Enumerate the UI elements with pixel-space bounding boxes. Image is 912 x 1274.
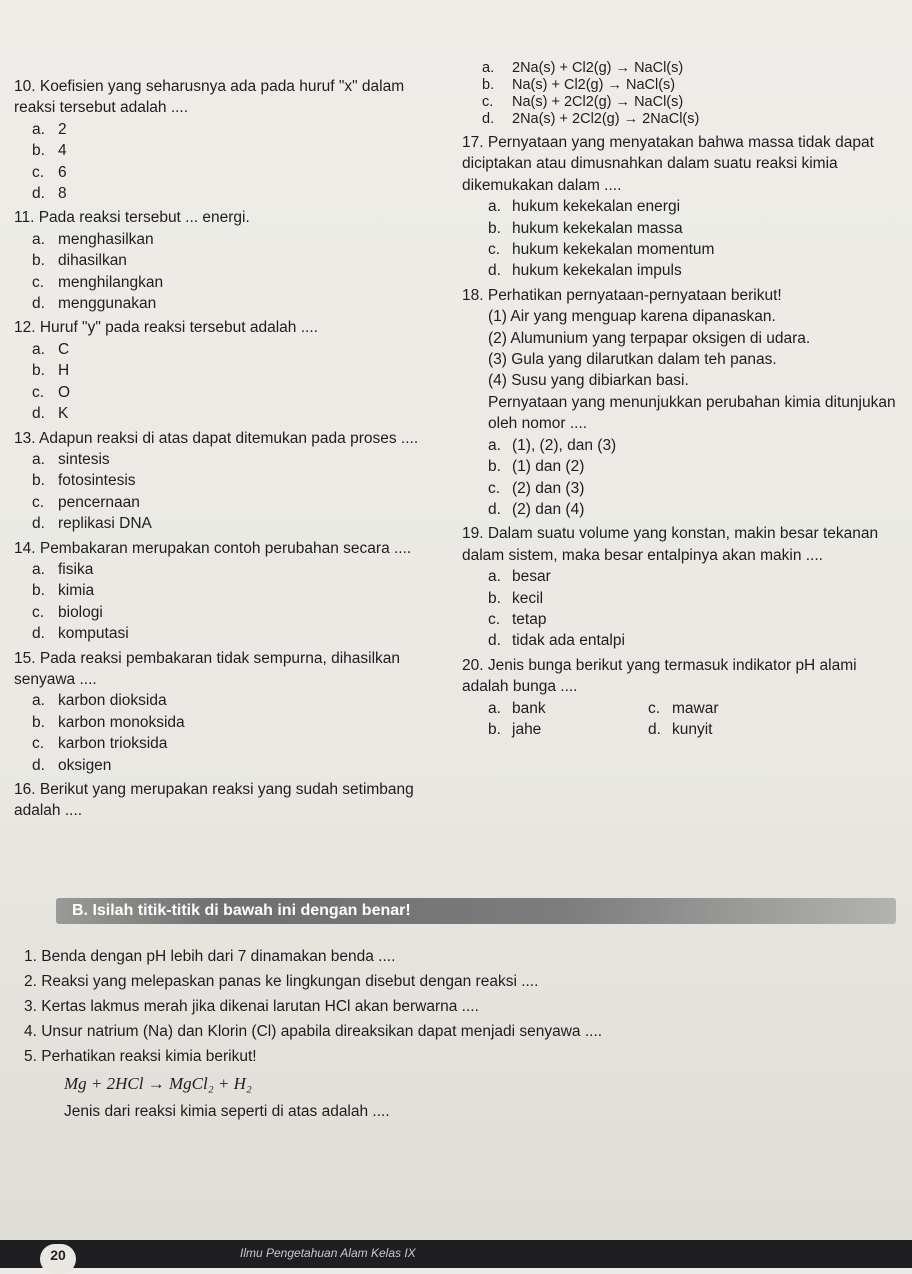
fill-item-3: 3. Kertas lakmus merah jika dikenai larutan HCl akan berwarna ....	[24, 998, 479, 1015]
reaction-text: 2Na(s) + 2Cl2(g) → 2NaCl(s)	[512, 111, 700, 127]
book-title: Ilmu Pengetahuan Alam Kelas IX	[240, 1246, 416, 1260]
fill-item-1: 1. Benda dengan pH lebih dari 7 dinamakan benda ....	[24, 948, 396, 965]
question-18: 18. Perhatikan pernyataan-pernyataan berikut!	[462, 286, 782, 304]
question-12: 12. Huruf "y" pada reaksi tersebut adalah ....	[14, 319, 318, 337]
question-19: 19. Dalam suatu volume yang konstan, makin besar tekanan dalam sistem, maka besar entalpinya akan makin ....	[462, 525, 879, 564]
q18-statements	[462, 306, 902, 392]
fill-item-2: 2. Reaksi yang melepaskan panas ke lingkungan disebut dengan reaksi ....	[24, 973, 539, 990]
fill-item-5: 5. Perhatikan reaksi kimia berikut!	[24, 1048, 257, 1065]
option-text: 6	[58, 163, 67, 181]
question-11: 11. Pada reaksi tersebut ... energi.	[14, 209, 250, 227]
q11-options: a. menghasilkan b. dihasilkan c. menghilangkan d. menggunakan	[32, 230, 164, 313]
q18-options: a. (1), (2), dan (3) b. (1) dan (2) c. (2) dan (3) d. (2) dan (4)	[488, 436, 617, 518]
statement: (1) Air yang menguap karena dipanaskan.	[488, 308, 776, 326]
q19-options: a. besar b. kecil c. tetap d. tidak ada entalpi	[488, 568, 625, 650]
q18-prompt: Pernyataan yang menunjukkan perubahan kimia ditunjukan oleh nomor ....	[488, 393, 896, 433]
reaction-text: Na(s) + 2Cl2(g) → NaCl(s)	[512, 94, 684, 110]
q20-options: a. bank c. mawar b. jahe d. kunyit	[488, 699, 719, 738]
reaction-equation: Mg + 2HCl → MgCl₂ + H₂	[64, 1074, 252, 1093]
section-b	[24, 944, 894, 1124]
page-number: 20	[40, 1244, 76, 1274]
fill-item-4: 4. Unsur natrium (Na) dan Klorin (Cl) apabila direaksikan dapat menjadi senyawa ....	[24, 1023, 603, 1040]
option-text: 8	[58, 185, 67, 203]
q17-options: a. hukum kekekalan energi b. hukum kekekalan massa c. hukum kekekalan momentum d. hukum kekekalan impuls	[488, 198, 715, 280]
question-10: 10. Koefisien yang seharusnya ada pada huruf "x" dalam reaksi tersebut adalah ....	[14, 78, 405, 117]
statement: (3) Gula yang dilarutkan dalam teh panas.	[488, 351, 777, 369]
q14-options: a. fisika b. kimia c. biologi d. komputasi	[32, 560, 129, 643]
question-17: 17. Pernyataan yang menyatakan bahwa massa tidak dapat diciptakan atau dimusnahkan dalam suatu reaksi kimia dikemukakan dalam ....	[462, 134, 874, 194]
statement: (2) Alumunium yang terpapar oksigen di udara.	[488, 329, 811, 347]
fill-item-5-prompt: Jenis dari reaksi kimia seperti di atas adalah ....	[64, 1103, 390, 1120]
q16-options: a. 2Na(s) + Cl2(g) → NaCl(s) b. Na(s) + Cl2(g) → NaCl(s) c. Na(s) + 2Cl2(g) → NaCl(s) d. 2Na(s) + 2Cl2(g) → 2NaCl(s)	[482, 60, 700, 127]
q15-options: a. karbon dioksida b. karbon monoksida c. karbon trioksida d. oksigen	[32, 692, 185, 774]
question-13: 13. Adapun reaksi di atas dapat ditemukan pada proses ....	[14, 429, 419, 447]
q13-options: a. sintesis b. fotosintesis c. pencernaan d. replikasi DNA	[32, 450, 152, 533]
option-text: 2	[58, 120, 67, 138]
q10-options: a. 2 b. 4 c. 6 d. 8	[32, 120, 67, 203]
question-16: 16. Berikut yang merupakan reaksi yang sudah setimbang adalah ....	[14, 781, 414, 820]
question-20: 20. Jenis bunga berikut yang termasuk indikator pH alami adalah bunga ....	[462, 656, 857, 696]
page-footer	[0, 1240, 912, 1268]
question-15: 15. Pada reaksi pembakaran tidak sempurna, dihasilkan senyawa ....	[14, 649, 401, 688]
question-14: 14. Pembakaran merupakan contoh perubahan secara ....	[14, 539, 412, 557]
section-b-title: B. Isilah titik-titik di bawah ini dengan benar!	[72, 902, 411, 919]
option-text: 4	[58, 142, 67, 160]
right-column	[462, 60, 902, 740]
section-b-banner	[0, 890, 912, 936]
q12-options: a. C b. H c. O d. K	[32, 340, 71, 423]
reaction-text: Na(s) + Cl2(g) → NaCl(s)	[512, 77, 676, 93]
statement: (4) Susu yang dibiarkan basi.	[488, 372, 689, 390]
left-column	[14, 76, 444, 822]
reaction-text: 2Na(s) + Cl2(g) → NaCl(s)	[512, 60, 684, 76]
